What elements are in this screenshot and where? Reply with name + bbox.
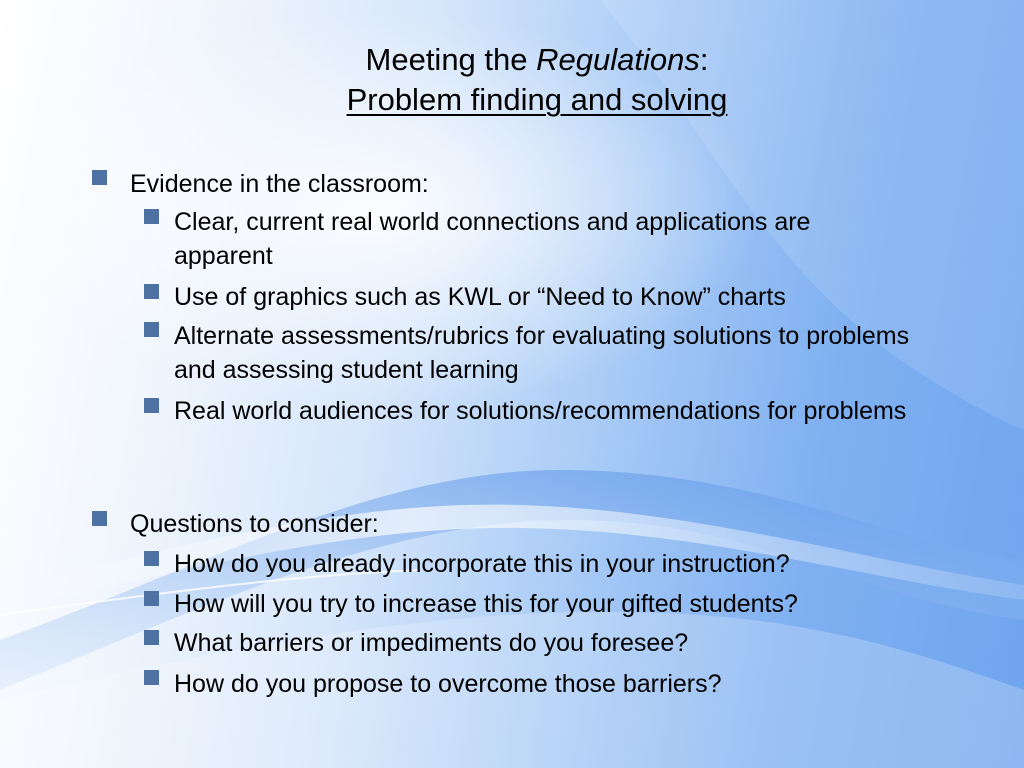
bullet-square-icon	[144, 398, 159, 413]
title-suffix: :	[699, 42, 709, 77]
bullet-square-icon	[144, 284, 159, 299]
bullet-square-icon	[144, 670, 159, 685]
slide-title	[0, 40, 1024, 80]
slide-subtitle: Problem finding and solving	[346, 82, 728, 117]
list-item: Alternate assessments/rubrics for evaluating solutions to problems and assessing student learning	[174, 322, 910, 384]
list-item: How will you try to increase this for your gifted students?	[174, 590, 798, 618]
list-item: How do you already incorporate this in your instruction?	[174, 550, 790, 578]
section-heading-questions: Questions to consider:	[130, 510, 379, 538]
bullet-square-icon	[92, 170, 107, 185]
list-item: Use of graphics such as KWL or “Need to Know” charts	[174, 283, 786, 311]
bullet-square-icon	[144, 630, 159, 645]
bullet-square-icon	[144, 322, 159, 337]
list-item: Clear, current real world connections and applications are apparent	[174, 208, 811, 270]
bullet-square-icon	[144, 551, 159, 566]
bullet-square-icon	[144, 209, 159, 224]
list-item: What barriers or impediments do you foresee?	[174, 629, 689, 657]
list-item: How do you propose to overcome those barriers?	[174, 670, 722, 698]
bullet-square-icon	[92, 511, 107, 526]
list-item: Real world audiences for solutions/recommendations for problems	[174, 397, 907, 425]
bullet-square-icon	[144, 591, 159, 606]
title-prefix: Meeting the	[365, 42, 537, 77]
title-emphasis: Regulations	[536, 42, 700, 77]
section-heading-evidence: Evidence in the classroom:	[130, 170, 429, 198]
